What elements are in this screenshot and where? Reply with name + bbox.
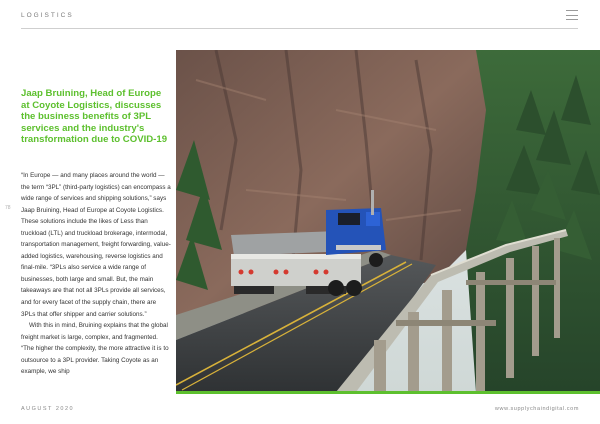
section-label: LOGISTICS [21, 12, 74, 19]
article-photo [176, 50, 600, 392]
issue-date: AUGUST 2020 [21, 406, 75, 412]
page-number: 78 [5, 205, 11, 211]
body-paragraph-1: “In Europe — and many places around the world — the term “3PL” (third-party logistics) can encompass a wide range of services and shipping solutions,” says Jaap Bruining, Head of Europe at Coyote Logistics. These solutions include the likes of Less than truckload (LTL) and truckload brokerage, intermodal, transportation management, freight forwarding, value-added logistics, warehousing, reverse logistics and final-mile. “3PLs also service a wide range of businesses, both large and small. But, the main takeaways are that not all 3PLs provide all services, and for every facet of the supply chain, there are 3PLs that offer shipper and carrier solutions.” [21, 172, 171, 318]
hamburger-menu-icon[interactable] [566, 10, 578, 20]
header-divider [21, 28, 578, 29]
body-paragraph-2: With this in mind, Bruining explains that the global freight market is large, complex, and fragmented. “The higher the complexity, the more attractive it is to outsource to a 3PL provider. Taking Coyote as an example, we ship [21, 322, 169, 376]
article-headline: Jaap Bruining, Head of Europe at Coyote Logistics, discusses the business benefits of 3PL services and the industry's transformation due to COVID-19 [21, 88, 168, 146]
accent-divider [176, 391, 600, 394]
truck-on-viaduct-image [176, 50, 600, 392]
website-link[interactable]: www.supplychaindigital.com [494, 406, 579, 412]
article-body [21, 170, 172, 378]
